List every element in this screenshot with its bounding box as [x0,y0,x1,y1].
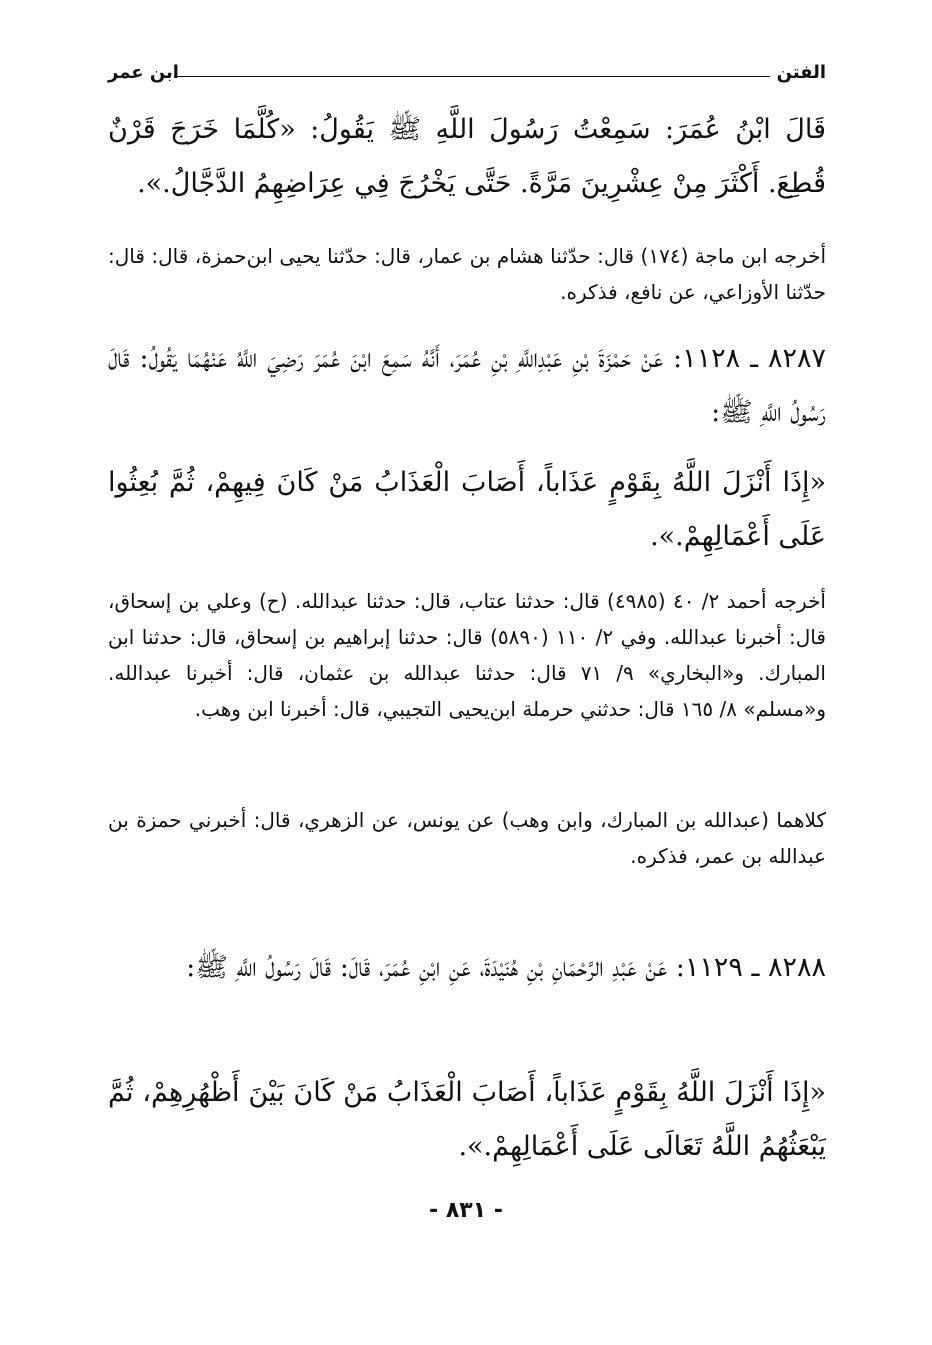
hadith-isnad: ٨٢٨٨ ـ ١١٢٩: عَنْ عَبْدِ الرَّحْمَانِ بْنِ هُنَيْدَةَ، عَنِ ابْنِ عُمَرَ، قَالَ: قَالَ رَسُولُ اللَّهِ ﷺ: [186,952,826,983]
hadith-text: «إِذَا أَنْزَلَ اللَّهُ بِقَوْمٍ عَذَاباً، أَصَابَ الْعَذَابُ مَنْ كَانَ فِيهِمْ، ثُمَّ بُعِثُوا عَلَى أَعْمَالِهِمْ.». [108,467,826,552]
page-number: - ٨٣١ - [429,1198,503,1223]
hadith-isnad: ٨٢٨٧ ـ ١١٢٨: عَنْ حَمْزَةَ بْنِ عَبْدِاللَّهِ بْنِ عُمَرَ، أَنَّهُ سَمِعَ ابْنَ عُمَرَ رَضِيَ اللَّهُ عَنْهُمَا يَقُولُ: قَالَ رَسُولُ اللَّهِ ﷺ: [108,343,826,428]
section-title: ابن عمر [108,62,179,83]
takhrij-note: كلاهما (عبدالله بن المبارك، وابن وهب) عن يونس، عن الزهري، قال: أخبرني حمزة بن عبدالله بن عمر، فذكره. [108,808,826,868]
hadith-text: قَالَ ابْنُ عُمَرَ: سَمِعْتُ رَسُولَ اللَّهِ ﷺ يَقُولُ: «كُلَّمَا خَرَجَ قَرْنٌ قُطِعَ. أَكْثَرَ مِنْ عِشْرِينَ مَرَّةً. حَتَّى يَخْرُجَ فِي عِرَاضِهِمُ الدَّجَّالُ.». [108,114,826,199]
chapter-title: الفتن [776,62,826,83]
takhrij-note: أخرجه ابن ماجة (١٧٤) قال: حدّثنا هشام بن عمار، قال: حدّثنا يحيى ابن‌حمزة، قال: قال: حدّثنا الأوزاعي، عن نافع، فذكره. [108,244,827,304]
header-rule [174,76,770,77]
running-header [108,62,826,92]
hadith-text: «إِذَا أَنْزَلَ اللَّهُ بِقَوْمٍ عَذَاباً، أَصَابَ الْعَذَابُ مَنْ كَانَ بَيْنَ أَظْهُرِهِمْ، ثُمَّ يَبْعَثُهُمُ اللَّهُ تَعَالَى عَلَى أَعْمَالِهِمْ.». [108,1077,827,1162]
takhrij-note: أخرجه أحمد ٢/ ٤٠ (٤٩٨٥) قال: حدثنا عتاب، قال: حدثنا عبدالله. (ح) وعلي بن إسحاق، قال: أخبرنا عبدالله. وفي ٢/ ١١٠ (٥٨٩٠) قال: حدثنا إبراهيم بن إسحاق، قال: حدثنا ابن المبارك. و«البخاري» ٩/ ٧١ قال: حدثنا عبدالله بن عثمان، قال: أخبرنا عبدالله. و«مسلم» ٨/ ١٦٥ قال: حدثني حرملة ابن‌يحيى التجيبي، قال: أخبرنا ابن وهب. [108,589,826,721]
